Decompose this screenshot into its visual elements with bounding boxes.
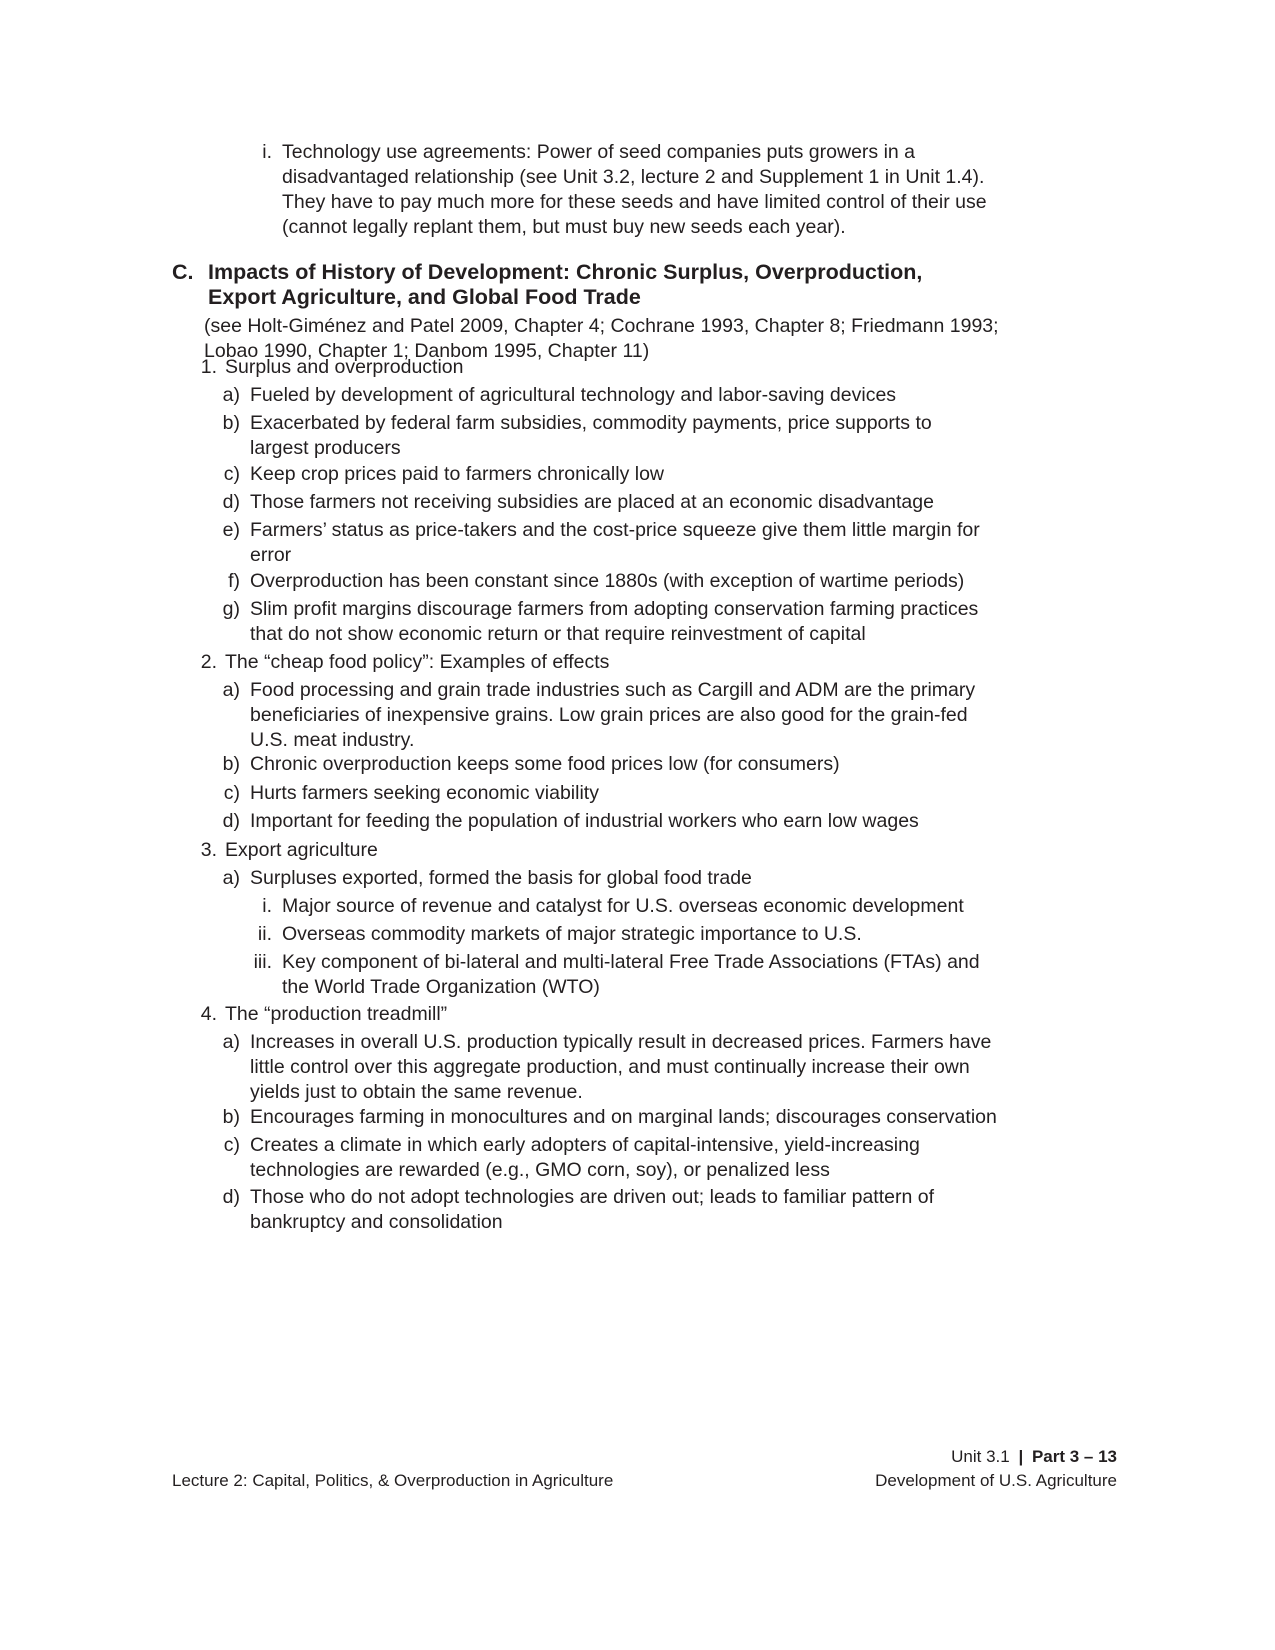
list-item-roman [250, 140, 990, 240]
list-marker: a) [222, 1031, 240, 1053]
list-item-letter [212, 866, 992, 891]
list-text: Farmers’ status as price-takers and the cost-price squeeze give them little margin for error [250, 519, 980, 566]
list-marker: d) [222, 1186, 240, 1208]
footer-left: Lecture 2: Capital, Politics, & Overproduction in Agriculture [172, 1471, 614, 1490]
list-marker: iii. [253, 951, 272, 973]
list-item-numbered [190, 355, 990, 380]
list-text: Chronic overproduction keeps some food prices low (for consumers) [250, 753, 840, 775]
list-item-numbered [190, 838, 990, 863]
list-text: Overproduction has been constant since 1880s (with exception of wartime periods) [250, 570, 965, 592]
list-item-letter [212, 569, 992, 594]
list-marker: b) [222, 412, 240, 434]
list-marker: 3. [200, 839, 217, 861]
list-text: Overseas commodity markets of major strategic importance to U.S. [282, 923, 862, 945]
list-item-letter [212, 678, 1002, 753]
list-item-letter [212, 1185, 992, 1235]
footer-unit: Unit 3.1 [951, 1447, 1010, 1466]
footer-unit-line [951, 1446, 1117, 1468]
list-text: Important for feeding the population of industrial workers who earn low wages [250, 810, 919, 832]
footer-page-number: Part 3 – 13 [1031, 1447, 1117, 1466]
list-item-letter [212, 490, 992, 515]
list-text: Encourages farming in monocultures and on marginal lands; discourages conservation [250, 1106, 997, 1128]
list-item-letter [212, 752, 992, 777]
list-marker: a) [222, 679, 240, 701]
footer-separator: | [1018, 1447, 1024, 1466]
list-marker: 1. [200, 356, 217, 378]
section-title: Impacts of History of Development: Chronic Surplus, Overproduction, Export Agriculture, and Global Food Trade [208, 260, 923, 309]
list-marker: b) [222, 753, 240, 775]
list-marker: c) [223, 1134, 240, 1156]
list-item-roman [236, 922, 996, 947]
list-text: Keep crop prices paid to farmers chronically low [250, 463, 665, 485]
list-item-letter [212, 411, 992, 461]
list-text: Surplus and overproduction [225, 356, 464, 378]
list-item-letter [212, 1030, 992, 1105]
list-item-numbered [190, 1002, 990, 1027]
list-text: The “cheap food policy”: Examples of effects [225, 651, 610, 673]
list-marker: d) [222, 491, 240, 513]
list-text: Major source of revenue and catalyst for U.S. overseas economic development [282, 895, 964, 917]
list-item-roman [236, 950, 996, 1000]
list-text: Food processing and grain trade industries such as Cargill and ADM are the primary beneficiaries of inexpensive grains. Low grain prices are also good for the grain-fed U.S. meat industry. [250, 679, 976, 751]
list-item-letter [212, 597, 992, 647]
list-text: Key component of bi-lateral and multi-lateral Free Trade Associations (FTAs) and the World Trade Organization (WTO) [282, 951, 980, 998]
list-marker: a) [222, 384, 240, 406]
list-item-numbered [190, 650, 990, 675]
section-marker: C. [172, 260, 194, 284]
list-marker: i. [262, 141, 272, 163]
section-heading [172, 260, 992, 310]
list-item-letter [212, 518, 992, 568]
list-text: Export agriculture [225, 839, 378, 861]
list-item-letter [212, 1105, 1002, 1130]
list-marker: d) [222, 810, 240, 832]
list-item-letter [212, 809, 992, 834]
list-marker: c) [223, 463, 240, 485]
list-marker: c) [223, 782, 240, 804]
list-text: Technology use agreements: Power of seed companies puts growers in a disadvantaged relationship (see Unit 3.2, lecture 2 and Supplement 1 in Unit 1.4). They have to pay much more for these seeds and have limited control of their use (cannot legally replant them, but must buy new seeds each year). [282, 141, 987, 238]
list-marker: f) [228, 570, 240, 592]
list-text: Those who do not adopt technologies are driven out; leads to familiar pattern of bankruptcy and consolidation [250, 1186, 935, 1233]
list-item-letter [212, 1133, 992, 1183]
list-text: Those farmers not receiving subsidies are placed at an economic disadvantage [250, 491, 934, 513]
list-item-letter [212, 462, 992, 487]
list-text: Hurts farmers seeking economic viability [250, 782, 599, 804]
list-marker: i. [262, 895, 272, 917]
list-text: Surpluses exported, formed the basis for global food trade [250, 867, 752, 889]
list-marker: 2. [200, 651, 217, 673]
list-text: Fueled by development of agricultural technology and labor-saving devices [250, 384, 897, 406]
list-text: Increases in overall U.S. production typically result in decreased prices. Farmers have little control over this aggregate production, and must continually increase their own yields just to obtain the same revenue. [250, 1031, 992, 1103]
list-marker: a) [222, 867, 240, 889]
list-marker: ii. [257, 923, 272, 945]
footer-right: Development of U.S. Agriculture [875, 1471, 1117, 1490]
list-text: The “production treadmill” [225, 1003, 448, 1025]
list-item-letter [212, 383, 992, 408]
section-references: (see Holt-Giménez and Patel 2009, Chapter 4; Cochrane 1993, Chapter 8; Friedmann 1993; Lobao 1990, Chapter 1; Danbom 1995, Chapter 11) [204, 315, 999, 362]
list-text: Exacerbated by federal farm subsidies, commodity payments, price supports to largest producers [250, 412, 932, 459]
list-marker: b) [222, 1106, 240, 1128]
list-marker: e) [222, 519, 240, 541]
list-marker: 4. [200, 1003, 217, 1025]
list-item-roman [236, 894, 996, 919]
list-item-letter [212, 781, 992, 806]
list-marker: g) [222, 598, 240, 620]
list-text: Slim profit margins discourage farmers from adopting conservation farming practices that do not show economic return or that require reinvestment of capital [250, 598, 979, 645]
list-text: Creates a climate in which early adopters of capital-intensive, yield-increasing technologies are rewarded (e.g., GMO corn, soy), or penalized less [250, 1134, 920, 1181]
